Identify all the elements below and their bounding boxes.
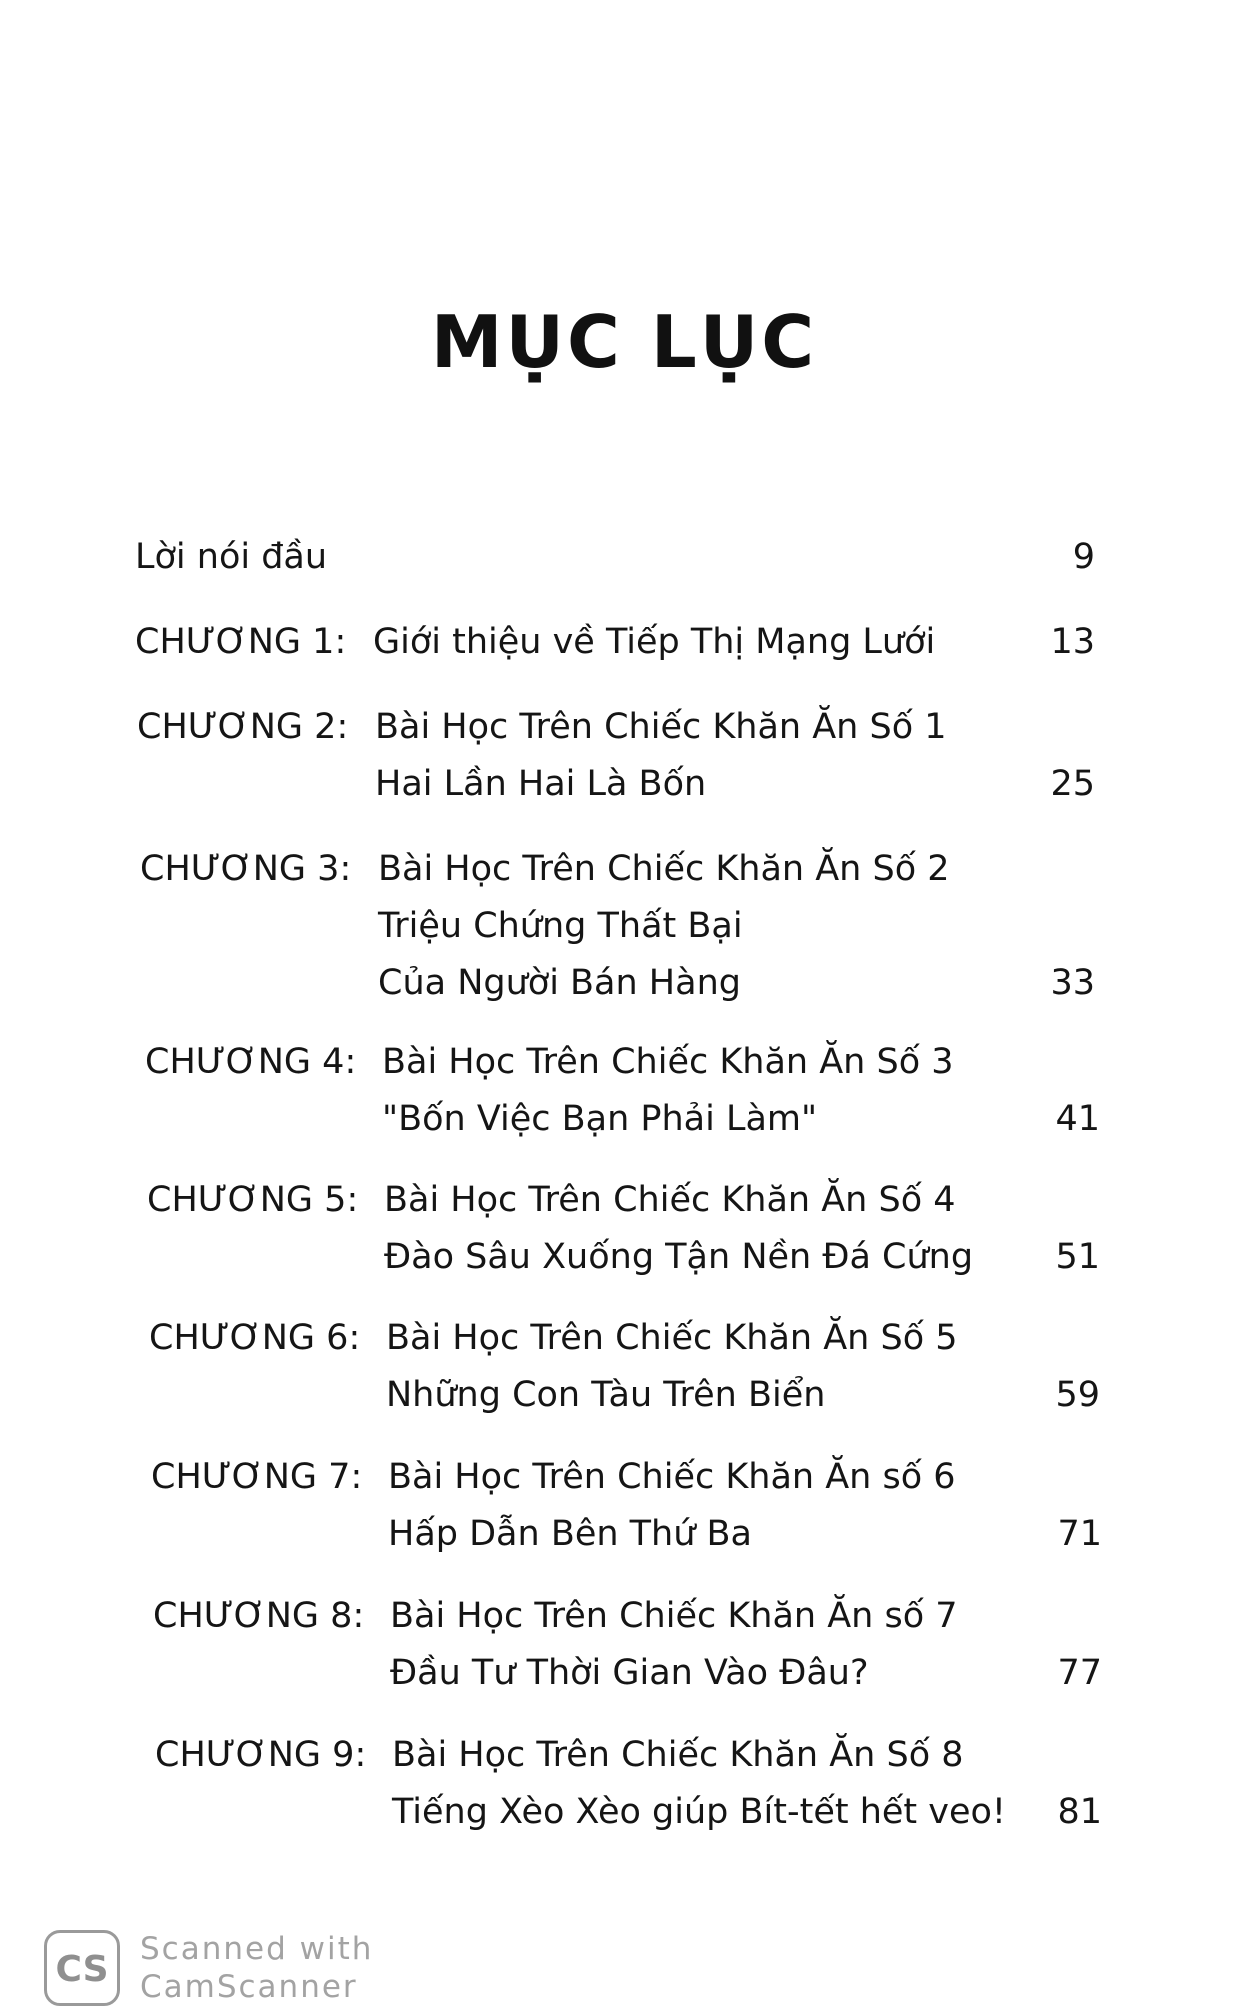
chapter-label: CHƯƠNG 9: [155,1735,367,1775]
page-number: 59 [1055,1375,1100,1415]
chapter-label: CHƯƠNG 6: [149,1318,361,1358]
chapter-title-line: Đào Sâu Xuống Tận Nền Đá Cứng [384,1237,974,1277]
foreword-label: Lời nói đầu [135,537,328,577]
chapter-label: CHƯƠNG 1: [135,622,347,662]
page-number: 77 [1057,1653,1102,1693]
chapter-title-line: Bài Học Trên Chiếc Khăn Ăn Số 3 [382,1042,954,1082]
chapter-label: CHƯƠNG 5: [147,1180,359,1220]
watermark-text [140,1930,373,2006]
chapter-title-line: Bài Học Trên Chiếc Khăn Ăn số 7 [390,1596,958,1636]
watermark-line-1: Scanned with [140,1931,374,1967]
page-number: 25 [1050,764,1095,804]
chapter-title-line: Giới thiệu về Tiếp Thị Mạng Lưới [373,622,936,662]
chapter-title-line: Hai Lần Hai Là Bốn [375,764,707,804]
page-number: 33 [1050,963,1095,1003]
watermark-line-2: CamScanner [140,1969,358,2005]
chapter-label: CHƯƠNG 3: [140,849,352,889]
page-number: 13 [1050,622,1095,662]
page-number: 71 [1057,1514,1102,1554]
chapter-title-line: Bài Học Trên Chiếc Khăn Ăn Số 1 [375,707,947,747]
camscanner-logo-icon [44,1930,120,2006]
chapter-title-line: Hấp Dẫn Bên Thứ Ba [388,1514,752,1554]
chapter-title-line: Bài Học Trên Chiếc Khăn Ăn Số 2 [378,849,950,889]
chapter-title-line: Những Con Tàu Trên Biển [386,1375,826,1415]
chapter-title-line: Triệu Chứng Thất Bại [378,906,743,946]
chapter-title-line: Bài Học Trên Chiếc Khăn Ăn Số 5 [386,1318,958,1358]
chapter-label: CHƯƠNG 8: [153,1596,365,1636]
page-number: 81 [1057,1792,1102,1832]
chapter-title-line: Bài Học Trên Chiếc Khăn Ăn Số 8 [392,1735,964,1775]
chapter-title-line: Của Người Bán Hàng [378,963,741,1003]
chapter-label: CHƯƠNG 4: [145,1042,357,1082]
svg-text:CS: CS [55,1949,109,1990]
page-number: 51 [1055,1237,1100,1277]
chapter-title-line: Bài Học Trên Chiếc Khăn Ăn số 6 [388,1457,956,1497]
page-number: 9 [1072,537,1095,577]
page-title: MỤC LỤC [430,300,818,384]
page-number: 41 [1055,1099,1100,1139]
chapter-title-line: Đầu Tư Thời Gian Vào Đâu? [390,1653,869,1693]
chapter-label: CHƯƠNG 2: [137,707,349,747]
chapter-title-line: Tiếng Xèo Xèo giúp Bít-tết hết veo! [392,1792,1006,1832]
chapter-title-line: Bài Học Trên Chiếc Khăn Ăn Số 4 [384,1180,956,1220]
chapter-title-line: "Bốn Việc Bạn Phải Làm" [382,1099,818,1139]
camscanner-watermark [44,1930,404,2010]
chapter-label: CHƯƠNG 7: [151,1457,363,1497]
